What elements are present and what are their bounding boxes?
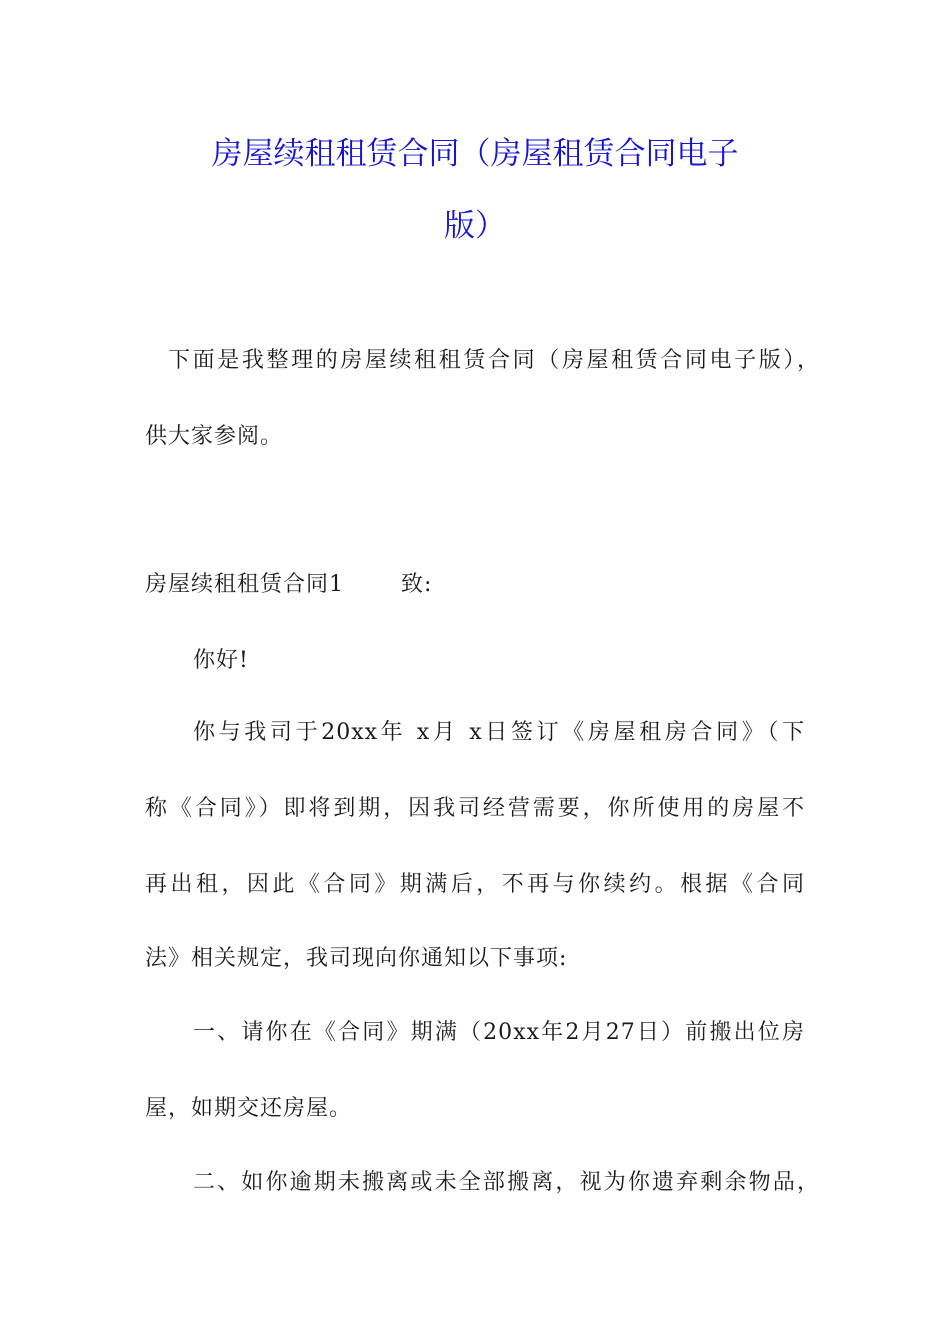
para1-line-1: 你与我司于20xx年 x月 x日签订《房屋租房合同》（下	[193, 720, 805, 745]
item2-line-1: 二、如你逾期未搬离或未全部搬离，视为你遗弃剩余物品，	[193, 1170, 820, 1195]
section-recipient-label: 致:	[401, 572, 433, 597]
para1-line-3: 再出租，因此《合同》期满后，不再与你续约。根据《合同	[145, 872, 805, 897]
document-title-line-2: 版）	[444, 208, 506, 244]
intro-line-1: 下面是我整理的房屋续租租赁合同（房屋租赁合同电子版），	[168, 348, 820, 373]
para1-line-4: 法》相关规定，我司现向你通知以下事项:	[145, 946, 568, 971]
section-heading: 房屋续租租赁合同1	[145, 572, 344, 597]
intro-line-2: 供大家参阅。	[145, 424, 284, 449]
para1-line-2: 称《合同》）即将到期，因我司经营需要，你所使用的房屋不	[145, 796, 805, 821]
document-title-line-1: 房屋续租租赁合同（房屋租赁合同电子	[211, 136, 739, 172]
item1-line-2: 屋，如期交还房屋。	[145, 1096, 353, 1121]
item1-line-1: 一、请你在《合同》期满（20xx年2月27日）前搬出位房	[193, 1020, 805, 1045]
greeting: 你好!	[193, 648, 249, 673]
